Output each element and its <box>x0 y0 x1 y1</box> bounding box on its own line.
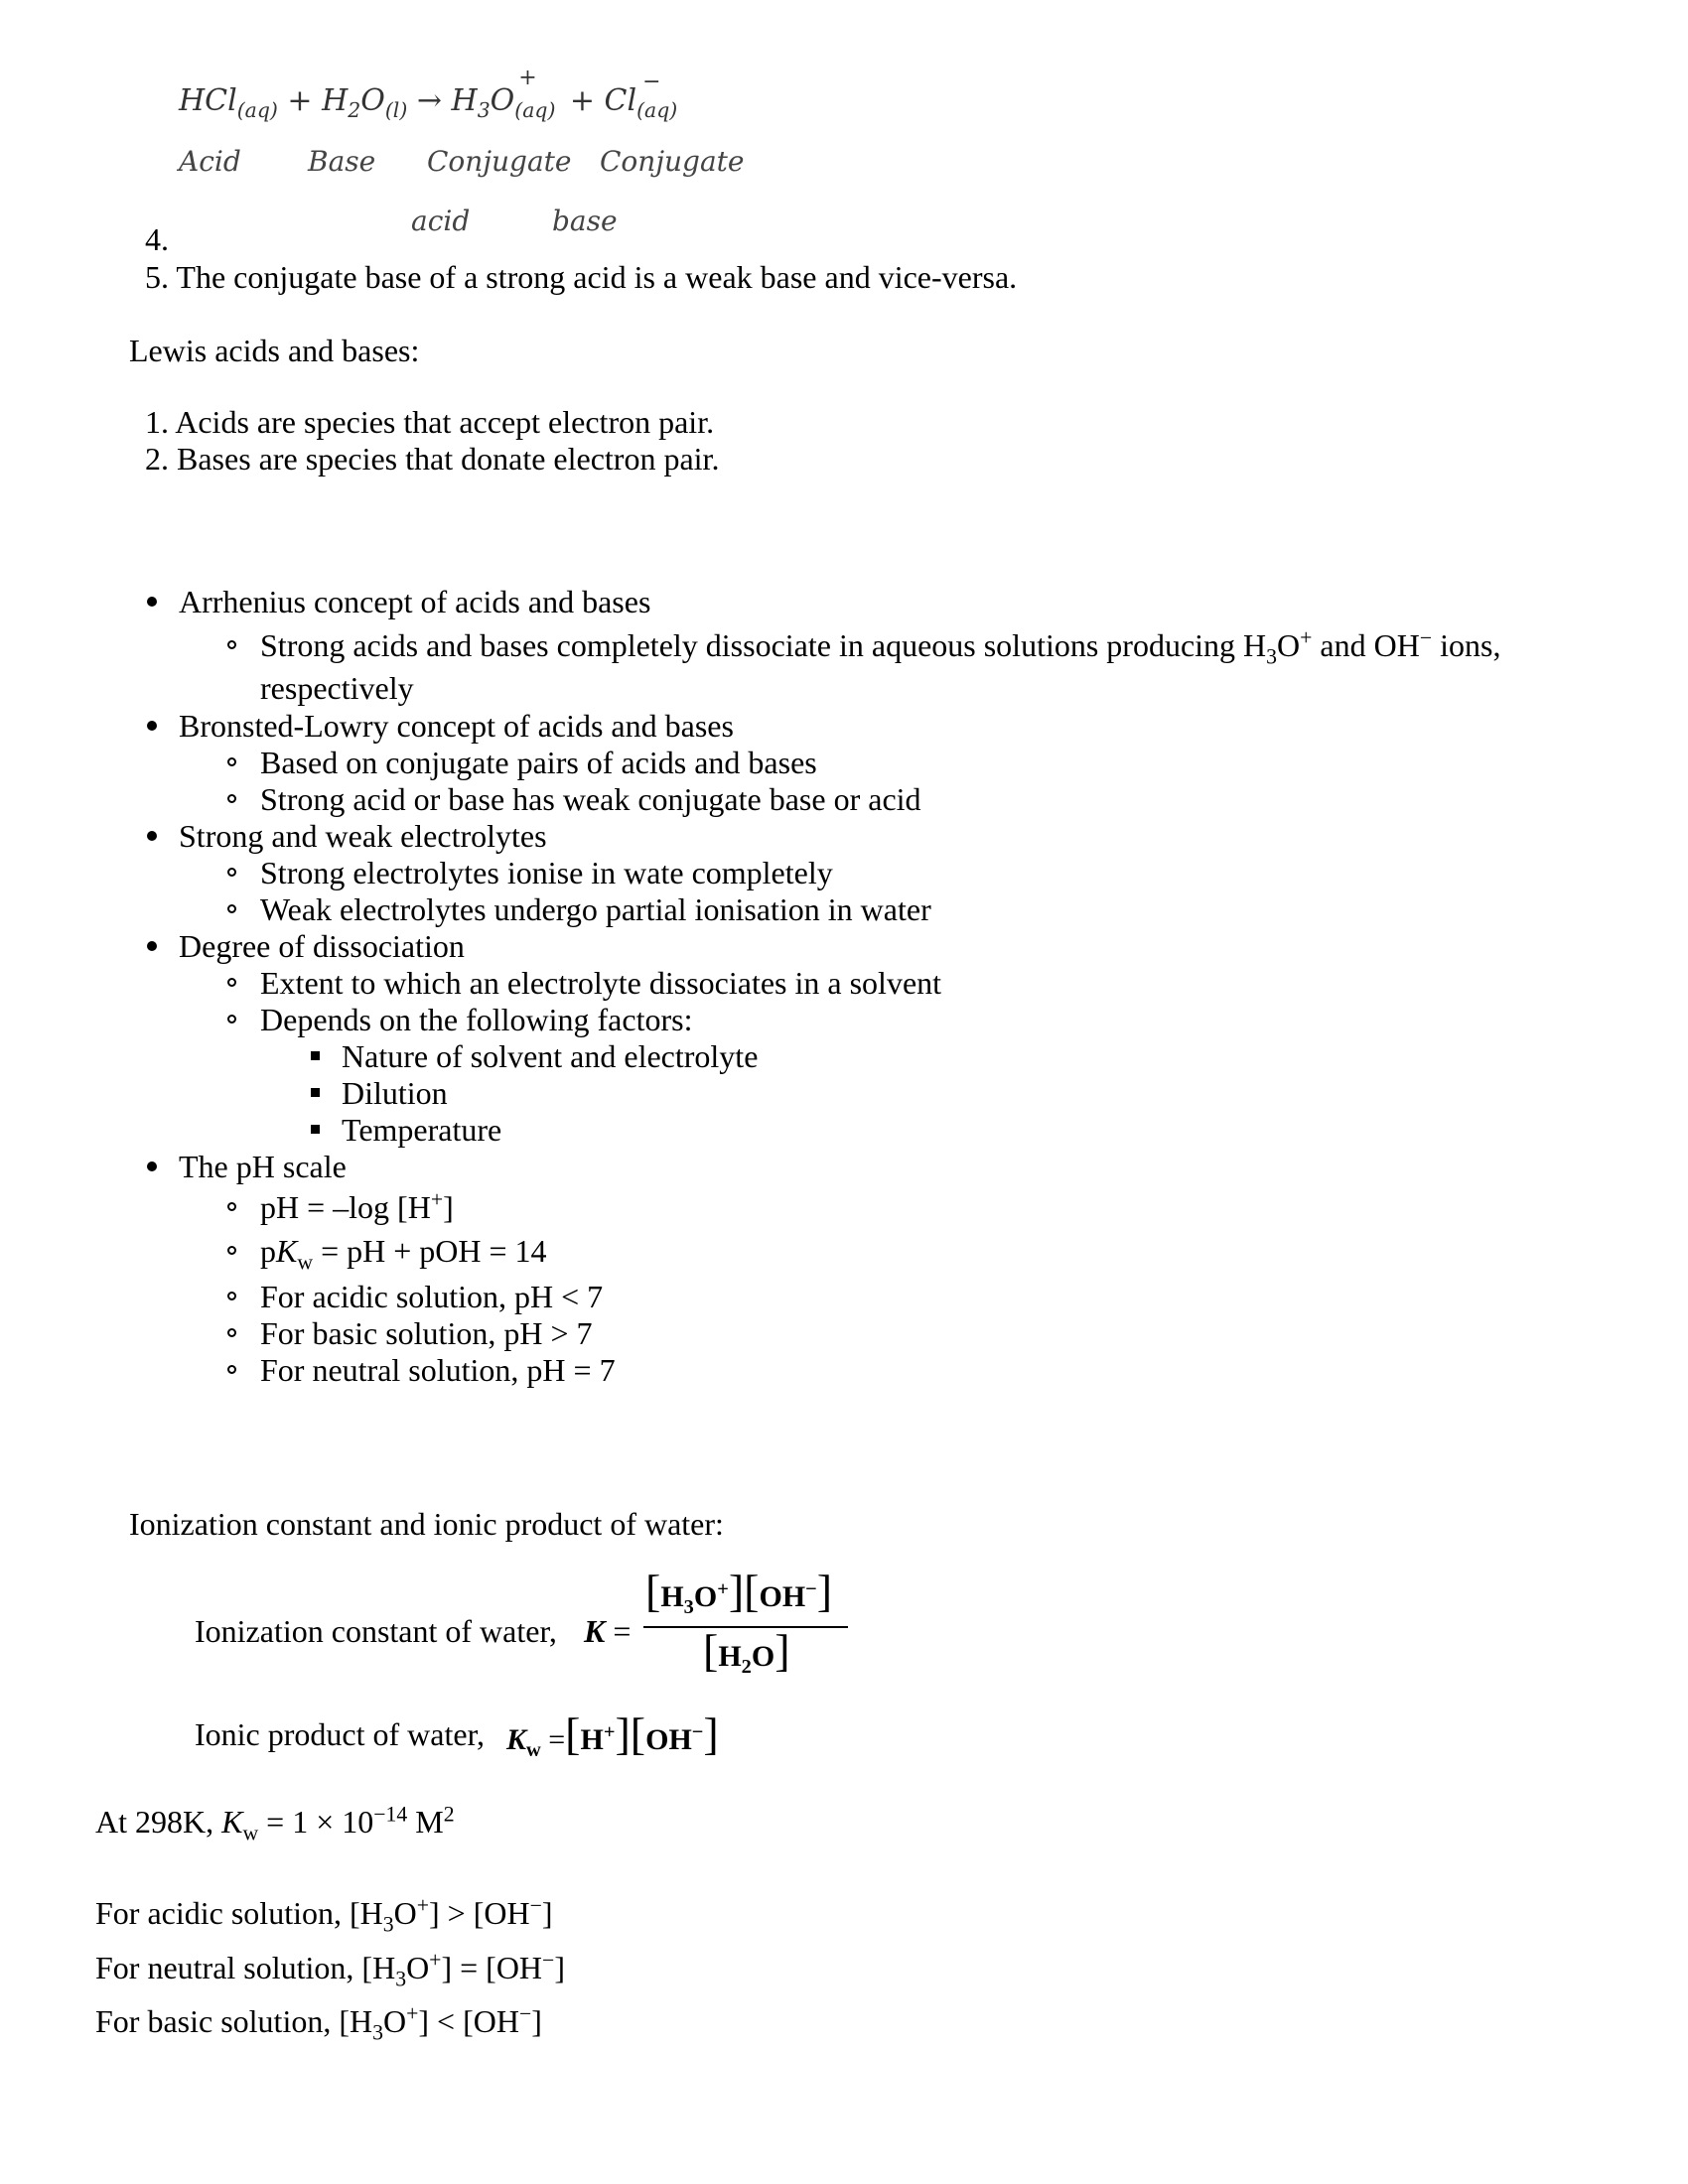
neutral-o: O <box>406 1950 430 1985</box>
arrhenius-text-a: Strong acids and bases completely dissociate in aqueous solutions producing H <box>260 627 1267 663</box>
acidic-g: ] <box>541 1895 553 1931</box>
eq-h2o-o: O <box>360 83 385 118</box>
ionization-constant-k <box>584 1612 631 1650</box>
basic-g: ] <box>531 2003 542 2039</box>
ph-basic: For basic solution, pH > 7 <box>260 1315 593 1351</box>
ph-def-c: ] <box>443 1189 454 1225</box>
summary-electrolytes-sub2: Weak electrolytes undergo partial ionisation in water <box>260 891 931 927</box>
basic-o: O <box>382 2003 407 2039</box>
eq-h3o-plus: + <box>518 66 537 90</box>
summary-ph: The pH scale <box>179 1149 347 1184</box>
kw-k: K <box>506 1723 527 1756</box>
acidic-plus: + <box>416 1893 429 1918</box>
pkw-relation <box>260 1232 547 1275</box>
bullet-circle <box>227 978 236 987</box>
kw-line-a: At 298K, <box>95 1804 222 1840</box>
basic-comparison <box>95 2001 542 2045</box>
summary-bronsted: Bronsted-Lowry concept of acids and bases <box>179 708 734 744</box>
basic-a: For basic solution, [H <box>95 2003 373 2039</box>
neutral-g: ] <box>554 1950 565 1985</box>
lewis-item-2: 2. Bases are species that donate electron pair. <box>145 441 720 477</box>
kw-line-w: w <box>242 1821 259 1845</box>
list-item-5: 5. The conjugate base of a strong acid is a weak base and vice-versa. <box>145 259 1018 295</box>
eq-l: (l) <box>384 98 408 122</box>
bullet-disc <box>147 721 157 731</box>
bullet-circle <box>227 1015 236 1024</box>
eq-h3o-3: 3 <box>477 98 491 122</box>
kw-line-m: M <box>407 1804 444 1840</box>
eq-aq-1: (aq) <box>236 98 278 122</box>
bullet-square <box>311 1088 320 1097</box>
basic-minus: − <box>518 2001 532 2026</box>
ionic-product-expression: $K_w =[H^+][OH^-]$ <box>506 1708 719 1761</box>
ionic-product-label: Ionic product of water, <box>195 1716 485 1752</box>
acidic-comparison <box>95 1893 553 1937</box>
eq-plus-1: + <box>287 83 313 118</box>
lewis-item-1: 1. Acids are species that accept electron pair. <box>145 404 715 440</box>
den-o: O <box>751 1640 775 1673</box>
eq-h2o-2: 2 <box>348 98 361 122</box>
eq-plus-2: + <box>569 83 595 118</box>
ionization-constant-label: Ionization constant of water, <box>195 1613 557 1649</box>
eq-cl: Cl <box>604 83 637 118</box>
basic-e: ] < [OH <box>418 2003 519 2039</box>
summary-arrhenius: Arrhenius concept of acids and bases <box>179 584 651 619</box>
summary-electrolytes-sub1: Strong electrolytes ionise in wate completely <box>260 855 833 890</box>
bullet-circle <box>227 757 236 766</box>
num-plus: + <box>717 1578 729 1600</box>
kw-line-k: K <box>221 1804 243 1840</box>
prod-minus: − <box>691 1721 704 1743</box>
bullet-disc <box>147 597 157 607</box>
eq-hcl: HCl <box>179 83 237 118</box>
bullet-square <box>311 1051 320 1060</box>
label-conjugate-1: Conjugate <box>427 145 572 178</box>
kw-line-exp: −14 <box>373 1802 408 1827</box>
factor-1: Nature of solvent and electrolyte <box>342 1038 759 1074</box>
bullet-circle <box>227 904 236 913</box>
arrhenius-text-ions: ions, <box>1432 627 1501 663</box>
basic-plus: + <box>406 2001 419 2026</box>
neutral-e: ] = [OH <box>441 1950 543 1985</box>
summary-degree-sub2: Depends on the following factors: <box>260 1002 693 1037</box>
list-item-4-number: 4. <box>145 221 169 257</box>
eq-cl-minus: − <box>642 69 661 94</box>
bullet-circle <box>227 1328 236 1337</box>
label-acid-2: acid <box>411 205 471 237</box>
bullet-circle <box>227 640 236 649</box>
kw-w: w <box>526 1739 541 1761</box>
arrhenius-sup-plus: + <box>1300 625 1313 650</box>
acidic-a: For acidic solution, [H <box>95 1895 383 1931</box>
neutral-plus: + <box>429 1948 442 1973</box>
label-base: Base <box>308 145 376 178</box>
neutral-a: For neutral solution, [H <box>95 1950 396 1985</box>
pkw-rest: = pH + pOH = 14 <box>313 1233 547 1269</box>
arrhenius-text-oh: and OH <box>1312 627 1420 663</box>
eq-h3o-h: H <box>451 83 478 118</box>
bullet-disc <box>147 941 157 951</box>
bullet-circle <box>227 1202 236 1211</box>
pkw-w: w <box>297 1250 314 1275</box>
eq-aq-3: (aq) <box>636 98 678 122</box>
summary-degree-sub1: Extent to which an electrolyte dissociates in a solvent <box>260 965 942 1001</box>
acid-base-equation <box>179 66 682 122</box>
eq-aq-2: (aq) <box>514 98 556 122</box>
num-h: H <box>660 1580 684 1613</box>
basic-3: 3 <box>372 2020 383 2045</box>
ionization-numerator: $[H_3O^+][OH^-]$ <box>645 1566 833 1618</box>
pkw-k: K <box>276 1233 298 1269</box>
ph-acidic: For acidic solution, pH < 7 <box>260 1279 604 1314</box>
bullet-disc <box>147 831 157 841</box>
bullet-circle <box>227 1246 236 1255</box>
bullet-circle <box>227 1365 236 1374</box>
num-3: 3 <box>683 1596 694 1618</box>
ph-neutral: For neutral solution, pH = 7 <box>260 1352 616 1388</box>
summary-arrhenius-sub1-line2: respectively <box>260 670 414 706</box>
pkw-p: p <box>260 1233 276 1269</box>
neutral-comparison <box>95 1948 565 1991</box>
prod-oh: OH <box>645 1723 692 1756</box>
lewis-heading: Lewis acids and bases: <box>129 333 420 368</box>
arrhenius-sub-3: 3 <box>1266 644 1278 669</box>
prod-plus: + <box>603 1721 616 1743</box>
bullet-circle <box>227 868 236 877</box>
acidic-3: 3 <box>382 1912 394 1937</box>
summary-arrhenius-sub1 <box>260 625 1501 669</box>
ph-def-plus: + <box>430 1187 444 1212</box>
acidic-minus: − <box>529 1893 542 1918</box>
acidic-e: ] > [OH <box>429 1895 530 1931</box>
ionization-denominator: $[H_2O]$ <box>703 1625 790 1678</box>
summary-degree: Degree of dissociation <box>179 928 465 964</box>
kw-line-sq: 2 <box>443 1802 455 1827</box>
bullet-circle <box>227 1292 236 1300</box>
bullet-circle <box>227 794 236 803</box>
factor-3: Temperature <box>342 1112 502 1148</box>
neutral-3: 3 <box>395 1967 407 1991</box>
ionization-heading: Ionization constant and ionic product of water: <box>129 1506 724 1542</box>
summary-bronsted-sub2: Strong acid or base has weak conjugate base or acid <box>260 781 921 817</box>
summary-bronsted-sub1: Based on conjugate pairs of acids and bases <box>260 745 817 780</box>
den-2: 2 <box>741 1656 752 1678</box>
acidic-o: O <box>393 1895 417 1931</box>
num-minus: − <box>805 1578 817 1600</box>
bullet-square <box>311 1125 320 1134</box>
num-oh: OH <box>759 1580 806 1613</box>
num-o: O <box>693 1580 718 1613</box>
kw-line-b: = 1 × 10 <box>258 1804 374 1840</box>
label-acid: Acid <box>179 145 241 178</box>
prod-h: H <box>580 1723 604 1756</box>
eq-h3o-o: O <box>490 83 515 118</box>
kw-value-line <box>95 1802 455 1845</box>
label-base-2: base <box>552 205 618 237</box>
label-conjugate-2: Conjugate <box>600 145 745 178</box>
eq-arrow: → <box>416 83 442 118</box>
bullet-disc <box>147 1161 157 1171</box>
factor-2: Dilution <box>342 1075 448 1111</box>
k-symbol: K <box>584 1613 606 1649</box>
arrhenius-text-o: O <box>1277 627 1301 663</box>
arrhenius-sup-minus: − <box>1419 625 1433 650</box>
k-equals: = <box>613 1613 632 1649</box>
summary-electrolytes: Strong and weak electrolytes <box>179 818 547 854</box>
ph-def-a: pH = –log [H <box>260 1189 431 1225</box>
eq-h2o-h: H <box>322 83 349 118</box>
kw-equals: = <box>548 1723 566 1756</box>
ph-definition <box>260 1188 454 1226</box>
neutral-minus: − <box>542 1948 555 1973</box>
den-h: H <box>718 1640 742 1673</box>
